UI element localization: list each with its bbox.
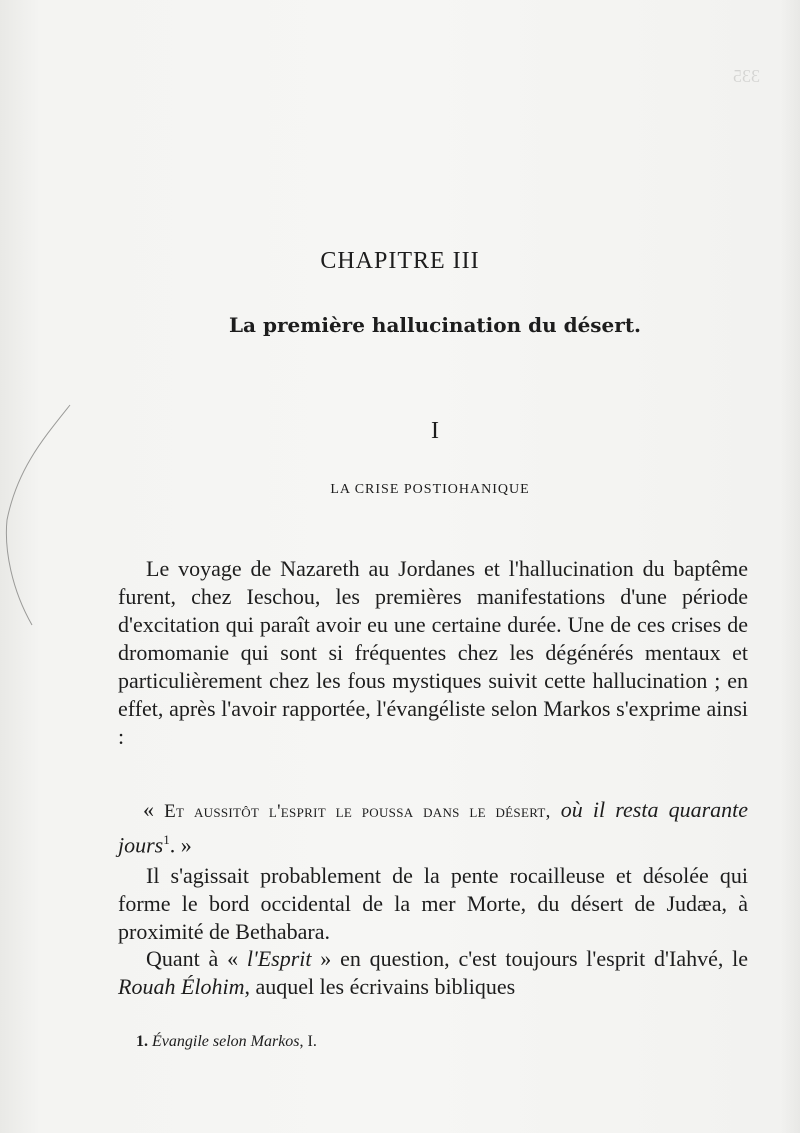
footnote bbox=[136, 1033, 317, 1051]
quote-italic: où il resta quarante jours bbox=[118, 797, 749, 858]
section-number: I bbox=[431, 418, 439, 444]
footnote-suffix: , I. bbox=[299, 1033, 317, 1050]
paragraph-2: Il s'agissait probablement de la pente rocailleuse et désolée qui forme le bord occidental de la mer Morte, du désert de Judæa, à proximité de Bethabara. bbox=[118, 863, 748, 944]
quotation bbox=[118, 796, 748, 859]
paragraph-1: Le voyage de Nazareth au Jordanes et l'hallucination du baptême furent, chez Ieschou, les premières manifestations d'une période d'excitation qui paraît avoir eu une certaine durée. Une de ces crises de dromomanie qui sont si fréquentes chez les dégénérés mentaux et particulièrement chez les fous mystiques suivit cette hallucination ; en effet, après l'avoir rapportée, l'évangéliste selon Markos s'exprime ainsi : bbox=[118, 556, 748, 749]
p3-italic-2: Rouah Élohim bbox=[118, 974, 245, 999]
footnote-ref: 1 bbox=[163, 832, 170, 847]
quote-close: . » bbox=[169, 832, 192, 858]
bleed-through-page-number: 335 bbox=[733, 66, 760, 86]
p3-italic-1: l'Esprit bbox=[246, 946, 312, 971]
section-title: LA CRISE POSTIOHANIQUE bbox=[330, 482, 530, 497]
chapter-heading: CHAPITRE III bbox=[320, 248, 480, 274]
footnote-number: 1. bbox=[136, 1033, 148, 1050]
p3-part-a: Quant à « bbox=[146, 946, 247, 971]
paragraph-3 bbox=[118, 945, 748, 1001]
quote-open: « bbox=[143, 797, 165, 822]
quote-small-caps: Et aussitôt l'esprit le poussa dans le désert, bbox=[164, 801, 551, 822]
p3-part-b: » en question, c'est toujours l'esprit d'Iahvé, le bbox=[311, 946, 749, 971]
p3-part-c: , auquel les écrivains bibliques bbox=[244, 974, 516, 999]
chapter-subtitle: La première hallucination du désert. bbox=[228, 313, 642, 337]
footnote-text: Évangile selon Markos bbox=[152, 1033, 300, 1050]
